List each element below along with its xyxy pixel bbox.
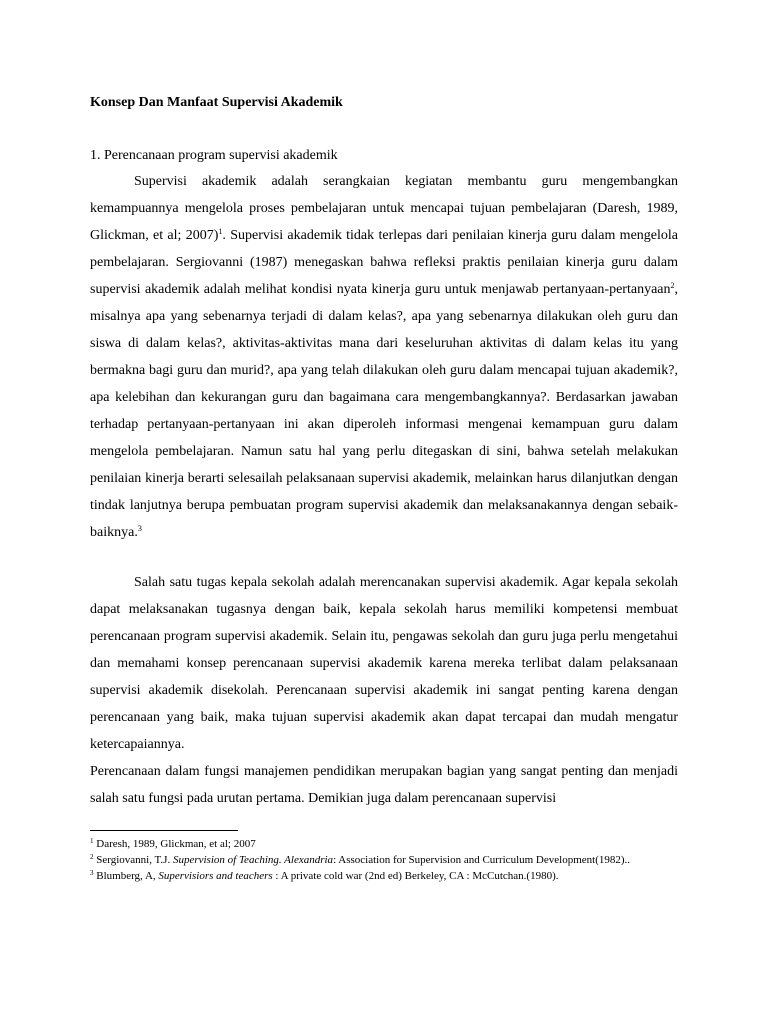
footnote-ref-2[interactable]: 2 — [670, 281, 675, 290]
footnote-text: Daresh, 1989, Glickman, et al; 2007 — [93, 838, 256, 850]
paragraph-1-text-b: . Supervisi akademik tidak terlepas dari penilaian kinerja guru dalam mengelola pembelajaran. Sergiovanni (1987) menegaskan bahwa refleksi praktis penilaian kinerja guru dalam supervisi akademik adalah melihat kondisi nyata kinerja guru untuk menjawab pertanyaan-pertanyaan — [90, 228, 678, 297]
footnote-number: 3 — [90, 869, 94, 877]
footnote-text: Sergiovanni, T.J. — [93, 854, 173, 866]
footnote-number: 2 — [90, 853, 94, 861]
footnote-text: Blumberg, A, — [93, 870, 159, 882]
footnote-ref-1[interactable]: 1 — [218, 227, 223, 236]
section-heading: 1. Perencanaan program supervisi akademik — [90, 148, 338, 163]
footnotes — [90, 837, 678, 885]
footnote-separator — [90, 830, 238, 831]
paragraph-1-text-c: , misalnya apa yang sebenarnya terjadi di dalam kelas?, apa yang sebenarnya dilakukan oleh guru dan siswa di dalam kelas?, aktivitas-aktivitas mana dari keseluruhan aktivitas di dalam kelas itu yang bermakna bagi guru dan murid?, apa yang telah dilakukan oleh guru dalam mencapai tujuan akademik?, apa kelebihan dan kekurangan guru dan bagaimana cara mengembangkannya?. Berdasarkan jawaban terhadap pertanyaan-pertanyaan ini akan diperoleh informasi mengenai kemampuan guru dalam mengelola pembelajaran. Namun satu hal yang perlu ditegaskan di sini, bahwa setelah melakukan penilaian kinerja berarti selesailah pelaksanaan supervisi akademik, melainkan harus dilanjutkan dengan tindak lanjutnya berupa pembuatan program supervisi akademik dan melaksanakannya dengan sebaik-baiknya. — [90, 282, 678, 540]
document-title: Konsep Dan Manfaat Supervisi Akademik — [90, 95, 343, 110]
footnote-2 — [90, 853, 678, 867]
footnote-text: : A private cold war (2nd ed) Berkeley, CA : McCutchan.(1980). — [272, 870, 559, 882]
footnote-text: : Association for Supervision and Curriculum Development(1982).. — [333, 854, 631, 866]
footnote-ref-3[interactable]: 3 — [137, 524, 142, 533]
paragraph-2: Salah satu tugas kepala sekolah adalah merencanakan supervisi akademik. Agar kepala sekolah dapat melaksanakan tugasnya dengan baik, kepala sekolah harus memiliki kompetensi membuat perencanaan program supervisi akademik. Selain itu, pengawas sekolah dan guru juga perlu mengetahui dan memahami konsep perencanaan supervisi akademik karena mereka terlibat dalam pelaksanaan supervisi akademik disekolah. Perencanaan supervisi akademik ini sangat penting karena dengan perencanaan yang baik, maka tujuan supervisi akademik akan dapat tercapai dan mudah mengatur ketercapaiannya. — [90, 575, 678, 752]
footnote-3 — [90, 869, 678, 883]
footnote-italic-title: Supervision of Teaching. Alexandria — [172, 854, 334, 866]
paragraph-3: Perencanaan dalam fungsi manajemen pendidikan merupakan bagian yang sangat penting dan menjadi salah satu fungsi pada urutan pertama. Demikian juga dalam perencanaan supervisi — [90, 764, 678, 806]
footnote-1 — [90, 837, 678, 851]
footnote-number: 1 — [90, 837, 94, 845]
paragraph-1 — [90, 168, 678, 546]
footnote-italic-title: Supervisiors and teachers — [158, 870, 273, 882]
paragraph-1-text-a: Supervisi akademik adalah serangkaian kegiatan membantu guru mengembangkan kemampuannya mengelola proses pembelajaran untuk mencapai tujuan pembelajaran (Daresh, 1989, Glickman, et al; 2007) — [90, 174, 678, 243]
